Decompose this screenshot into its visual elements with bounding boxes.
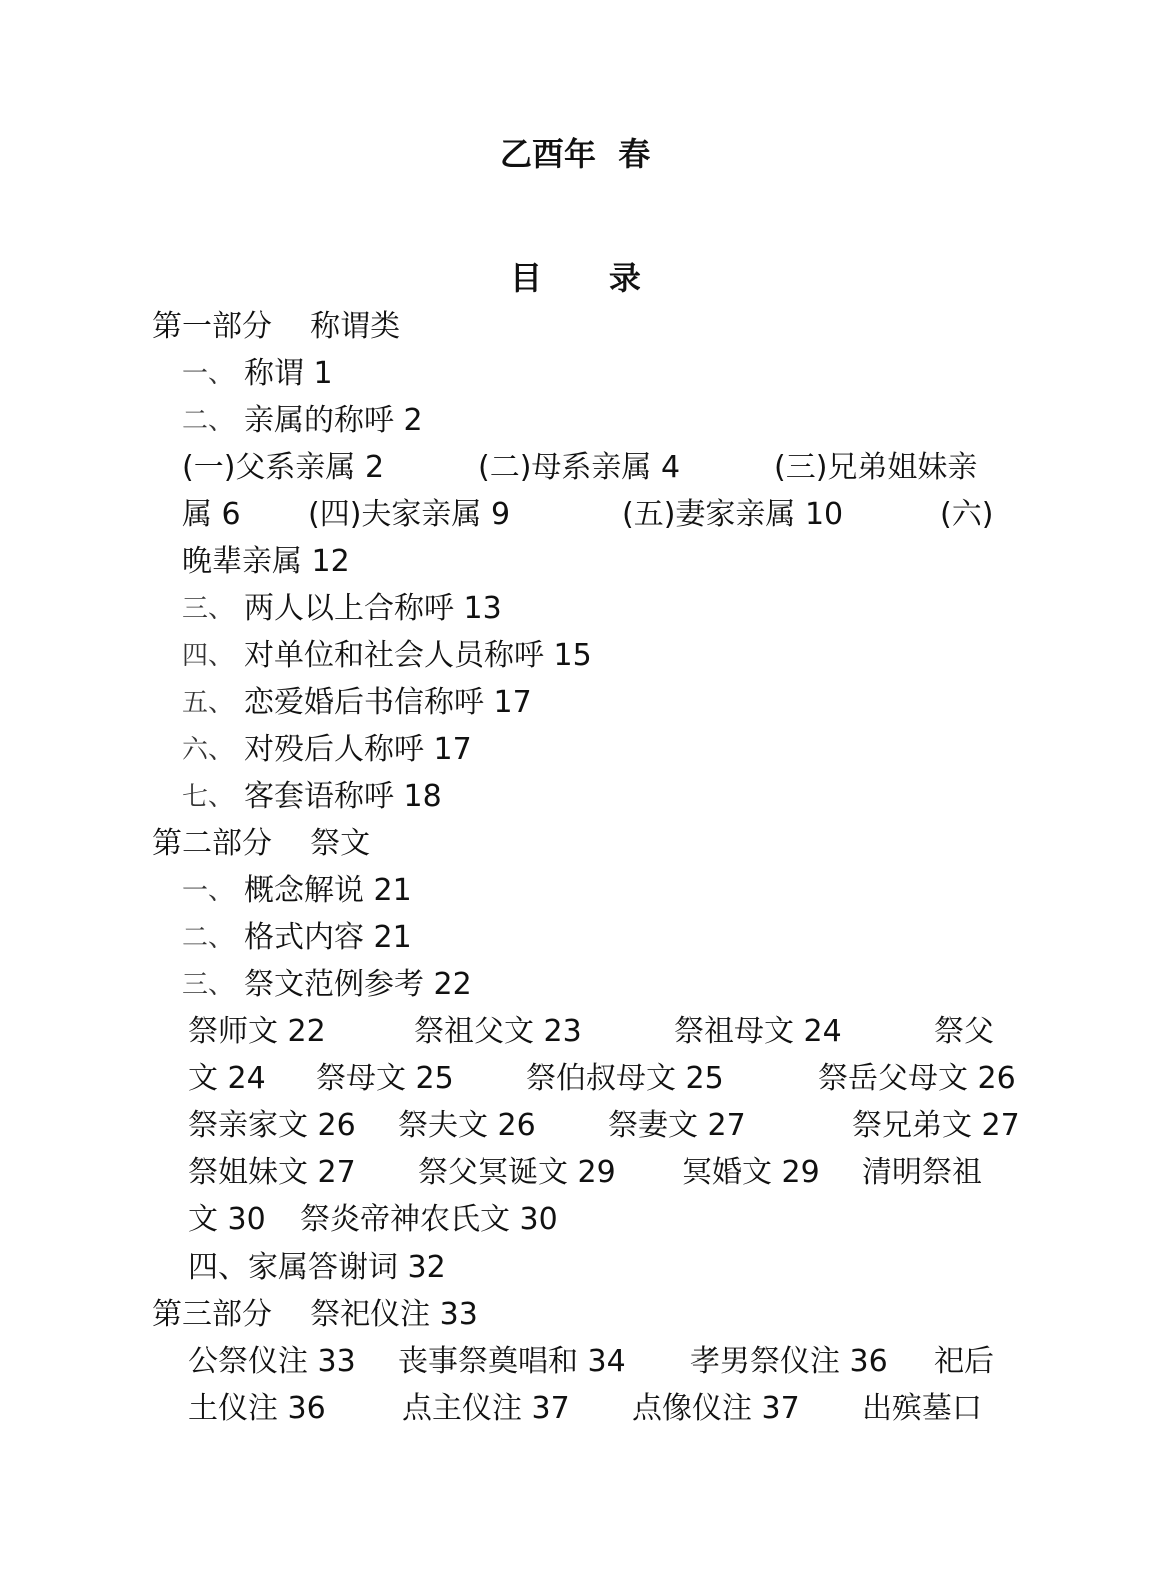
entry-text: 祭文范例参考 22 [244,967,472,1002]
part3-heading: 第三部分 祭祀仪注 33 [152,1297,478,1332]
example-entry: 祭祖父文 23 [414,1014,582,1049]
sub-entry: (六) [940,497,994,532]
sub-entry: 属 6 [182,497,241,532]
example-entry: 冥婚文 29 [682,1155,820,1190]
entry-number: 五、 [182,688,235,718]
sub-entry: (五)妻家亲属 10 [622,497,844,532]
example-entry: 祭姐妹文 27 [188,1155,356,1190]
rite-entry: 孝男祭仪注 36 [690,1344,888,1379]
example-entry: 祭伯叔母文 25 [526,1061,724,1096]
toc-title: 目 录 [510,259,641,297]
entry-number: 二、 [182,406,235,436]
example-entry: 祭父 [934,1014,994,1049]
example-entry: 祭岳父母文 26 [818,1061,1016,1096]
sub-entry: (三)兄弟姐妹亲 [774,450,978,485]
sub-entry: 晚辈亲属 12 [182,544,350,579]
example-entry: 祭炎帝神农氏文 30 [300,1202,558,1237]
rite-entry: 祀后 [934,1344,994,1379]
entry-text: 对殁后人称呼 17 [244,732,472,767]
entry-number: 四、 [182,641,235,671]
rite-entry: 出殡墓口 [862,1391,982,1426]
entry-text: 称谓 1 [244,356,333,391]
entry-number: 三、 [182,970,235,1000]
example-entry: 祭祖母文 24 [674,1014,842,1049]
example-entry: 文 30 [188,1202,266,1237]
sub-entry: (二)母系亲属 4 [478,450,681,485]
entry-number: 六、 [182,735,235,765]
sub-entry: (四)夫家亲属 9 [308,497,511,532]
example-entry: 祭母文 25 [316,1061,454,1096]
entry-text: 恋爱婚后书信称呼 17 [244,685,532,720]
example-entry: 祭夫文 26 [398,1108,536,1143]
rites-entries-line-2 [188,1389,982,1589]
rite-entry: 点像仪注 37 [632,1391,800,1426]
rite-entry: 公祭仪注 33 [188,1344,356,1379]
toc-entry-2-4: 四、家属答谢词 32 [188,1250,446,1285]
part1-heading: 第一部分 称谓类 [152,309,401,344]
sub-entry: (一)父系亲属 2 [182,450,385,485]
example-entry: 祭亲家文 26 [188,1108,356,1143]
entry-number: 二、 [182,923,235,953]
entry-text: 对单位和社会人员称呼 15 [244,638,592,673]
example-entry: 祭父冥诞文 29 [418,1155,616,1190]
example-entry: 文 24 [188,1061,266,1096]
entry-text: 格式内容 21 [244,920,412,955]
entry-text: 两人以上合称呼 13 [244,591,502,626]
example-entry: 祭师文 22 [188,1014,326,1049]
example-entry: 祭妻文 27 [608,1108,746,1143]
entry-text: 亲属的称呼 2 [244,403,423,438]
rite-entry: 土仪注 36 [188,1391,326,1426]
entry-number: 三、 [182,594,235,624]
rite-entry: 丧事祭奠唱和 34 [398,1344,626,1379]
part2-heading: 第二部分 祭文 [152,826,371,861]
example-entry: 清明祭祖 [862,1155,982,1190]
entry-text: 概念解说 21 [244,873,412,908]
entry-number: 七、 [182,782,235,812]
entry-number: 一、 [182,876,235,906]
example-entry: 祭兄弟文 27 [852,1108,1020,1143]
document-date-title: 乙酉年 春 [500,135,651,173]
rite-entry: 点主仪注 37 [402,1391,570,1426]
entry-text: 客套语称呼 18 [244,779,442,814]
entry-number: 一、 [182,359,235,389]
